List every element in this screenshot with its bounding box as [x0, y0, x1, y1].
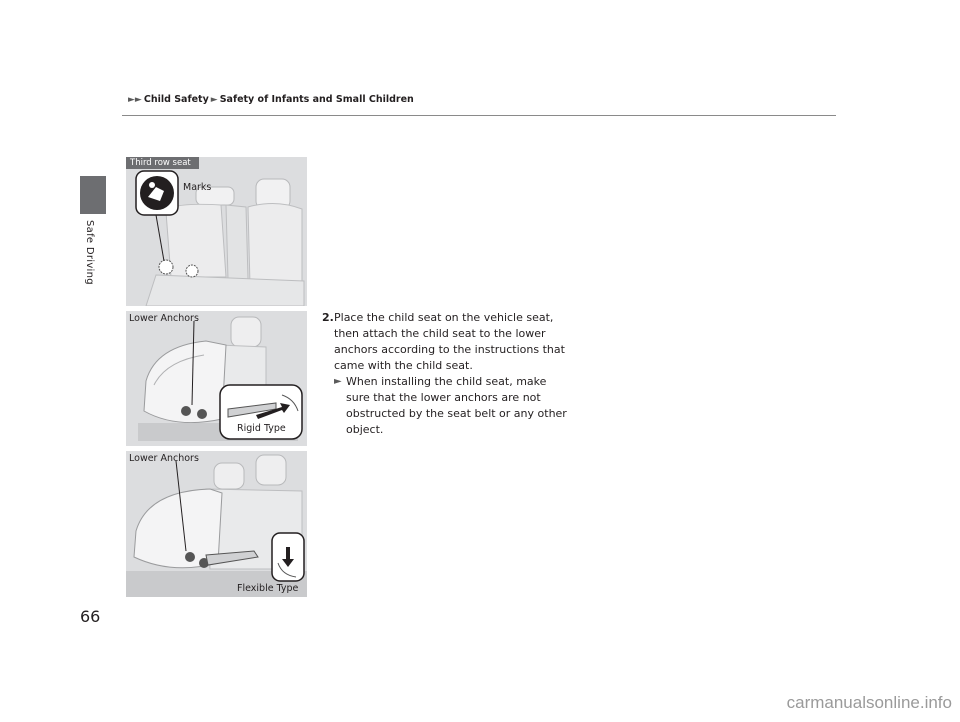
watermark: carmanualsonline.info	[786, 693, 952, 712]
section-label: Safe Driving	[84, 220, 95, 285]
flexible-anchor-illustration	[126, 451, 307, 597]
flexible-type-label: Flexible Type	[237, 583, 299, 594]
breadcrumb	[128, 94, 414, 105]
marks-label: Marks	[183, 182, 212, 193]
step-number: 2.	[322, 311, 334, 324]
lower-anchors-label: Lower Anchors	[129, 453, 199, 464]
breadcrumb-item-child-safety[interactable]: Child Safety	[143, 94, 209, 105]
step-text: Place the child seat on the vehicle seat, then attach the child seat to the lower anchors according to the instructions that came with the child seat.	[334, 311, 565, 372]
third-row-seat-illustration	[126, 157, 307, 306]
header-rule	[122, 115, 836, 116]
note-arrow-icon: ►	[334, 376, 342, 387]
page-number: 66	[80, 607, 101, 626]
instruction-step	[322, 310, 567, 438]
figure-third-row-seat	[126, 157, 307, 306]
note-text: When installing the child seat, make sure that the lower anchors are not obstructed by the seat belt or any other object.	[346, 375, 567, 436]
section-tab	[80, 176, 106, 214]
figure-rigid-type	[126, 311, 307, 446]
breadcrumb-item-safety-infants[interactable]: Safety of Infants and Small Children	[219, 94, 414, 105]
rigid-type-label: Rigid Type	[237, 423, 286, 434]
lower-anchors-label: Lower Anchors	[129, 313, 199, 324]
breadcrumb-arrow-icon: ►►	[128, 94, 142, 105]
figure-tag: Third row seat	[126, 157, 199, 169]
step-note	[334, 374, 567, 438]
figure-flexible-type	[126, 451, 307, 597]
breadcrumb-arrow-icon: ►	[210, 94, 218, 105]
